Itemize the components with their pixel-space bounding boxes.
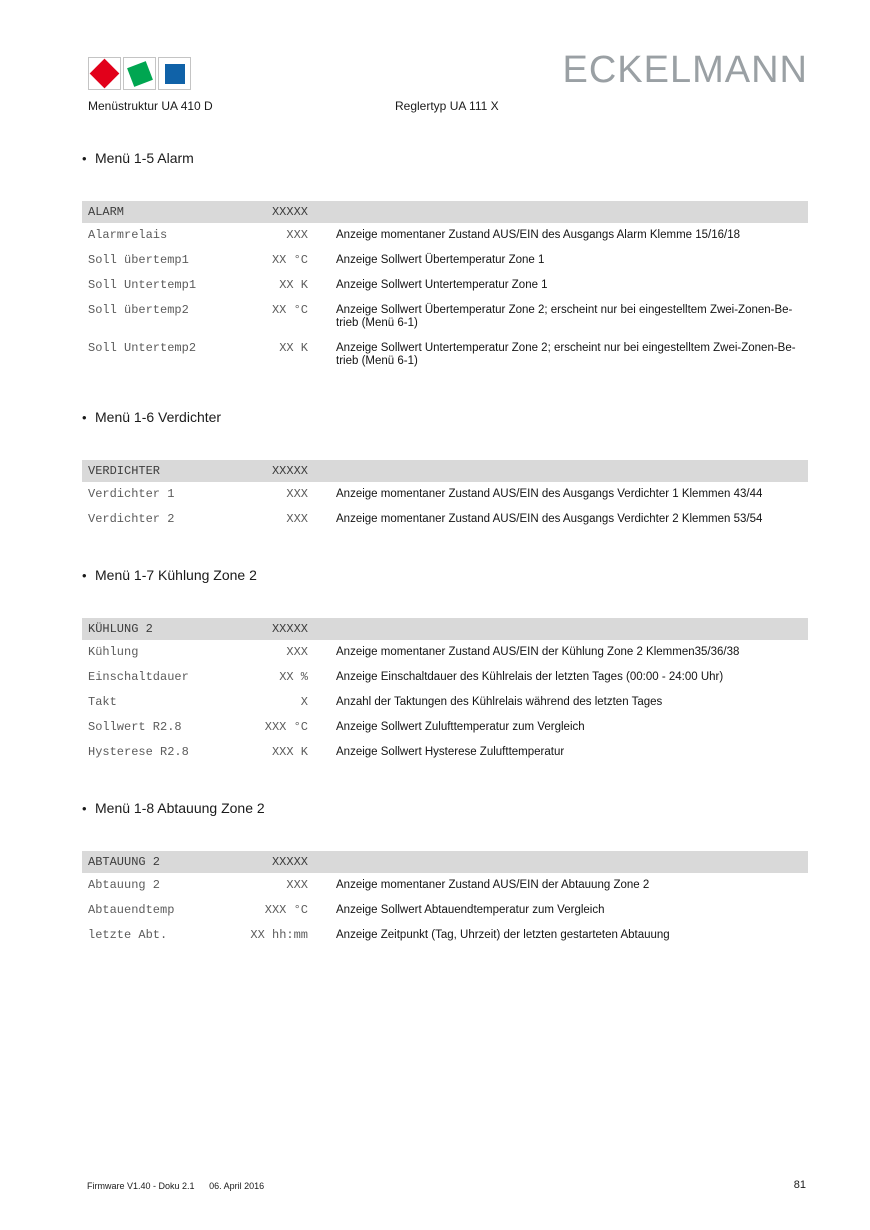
eckelmann-logo (88, 57, 191, 90)
row-value: XXX (286, 228, 308, 242)
section-heading (82, 409, 808, 425)
document-subheader (82, 99, 808, 115)
row-value: XXX (286, 512, 308, 526)
row-value: XXX (286, 487, 308, 501)
table-row (82, 898, 808, 923)
menu-section (82, 150, 808, 374)
logo-box-red (88, 57, 121, 90)
table-row (82, 690, 808, 715)
row-menu-name: Soll übertemp1 (88, 253, 189, 267)
row-value: XX °C (271, 253, 308, 267)
row-description (308, 721, 808, 734)
section-heading-text: Menü 1-5 Alarm (95, 150, 194, 166)
table-header-name: KÜHLUNG 2 (88, 622, 153, 636)
section-heading (82, 800, 808, 816)
table-row (82, 336, 808, 374)
menu-table (82, 618, 808, 765)
blue-square-icon (165, 64, 185, 84)
row-menu-name: Takt (88, 695, 117, 709)
description-line: Anzeige Einschaltdauer des Kühlrelais der letzten Tages (00:00 - 24:00 Uhr) (336, 671, 724, 683)
description-line: trieb (Menü 6-1) (336, 355, 418, 367)
table-header-value: XXXXX (271, 205, 308, 219)
table-header-value: XXXXX (271, 464, 308, 478)
table-header-name: ABTAUUNG 2 (88, 855, 161, 869)
row-description (308, 904, 808, 917)
description-line: Anzeige Sollwert Untertemperatur Zone 1 (336, 279, 548, 291)
page-number: 81 (793, 1179, 806, 1191)
row-value: XX % (279, 670, 308, 684)
bullet-icon: • (82, 150, 87, 166)
table-row (82, 640, 808, 665)
bullet-icon: • (82, 800, 87, 816)
row-description (308, 229, 808, 242)
sections-root (82, 150, 808, 948)
menu-section (82, 800, 808, 948)
row-menu-name: Sollwert R2.8 (88, 720, 182, 734)
table-row (82, 298, 808, 336)
logo-box-green (123, 57, 156, 90)
table-row (82, 223, 808, 248)
row-value: XXX (286, 645, 308, 659)
table-header-name: VERDICHTER (88, 464, 161, 478)
row-menu-name: Soll Untertemp1 (88, 278, 197, 292)
table-row (82, 482, 808, 507)
row-menu-name: Verdichter 1 (88, 487, 175, 501)
row-description (308, 488, 808, 501)
row-value: X (300, 695, 308, 709)
menu-table (82, 851, 808, 948)
description-line: Anzahl der Taktungen des Kühlrelais während des letzten Tages (336, 696, 663, 708)
description-line: trieb (Menü 6-1) (336, 317, 418, 329)
description-line: Anzeige Sollwert Zulufttemperatur zum Vergleich (336, 721, 585, 733)
table-rows (82, 482, 808, 532)
table-rows (82, 873, 808, 948)
bullet-icon: • (82, 409, 87, 425)
row-value: XXX °C (264, 720, 308, 734)
table-row (82, 665, 808, 690)
table-header-value: XXXXX (271, 855, 308, 869)
description-line: Anzeige momentaner Zustand AUS/EIN des Ausgangs Verdichter 2 Klemmen 53/54 (336, 513, 763, 525)
row-description (308, 746, 808, 759)
brand-wordmark: ECKELMANN (562, 49, 808, 91)
section-heading-text: Menü 1-6 Verdichter (95, 409, 222, 425)
description-line: Anzeige momentaner Zustand AUS/EIN des Ausgangs Verdichter 1 Klemmen 43/44 (336, 488, 763, 500)
row-value: XX hh:mm (250, 928, 308, 942)
description-line: Anzeige momentaner Zustand AUS/EIN der Kühlung Zone 2 Klemmen35/36/38 (336, 646, 740, 658)
row-menu-name: Abtauung 2 (88, 878, 161, 892)
row-description (308, 646, 808, 659)
green-square-icon (127, 61, 153, 87)
table-row (82, 873, 808, 898)
row-description (308, 513, 808, 526)
logo-box-blue (158, 57, 191, 90)
red-diamond-icon (90, 59, 120, 89)
description-line: Anzeige Sollwert Abtauendtemperatur zum Vergleich (336, 904, 605, 916)
table-row (82, 273, 808, 298)
row-description (308, 254, 808, 267)
row-menu-name: Verdichter 2 (88, 512, 175, 526)
row-value: XXX K (271, 745, 308, 759)
row-menu-name: Alarmrelais (88, 228, 168, 242)
row-value: XXX °C (264, 903, 308, 917)
table-header-row (82, 201, 808, 223)
bullet-icon: • (82, 567, 87, 583)
table-rows (82, 640, 808, 765)
table-row (82, 715, 808, 740)
row-description (308, 279, 808, 292)
table-header-row (82, 460, 808, 482)
section-heading (82, 567, 808, 583)
row-menu-name: Einschaltdauer (88, 670, 189, 684)
row-value: XX K (279, 341, 308, 355)
row-menu-name: Hysterese R2.8 (88, 745, 189, 759)
row-description (308, 342, 808, 368)
description-line: Anzeige momentaner Zustand AUS/EIN der Abtauung Zone 2 (336, 879, 650, 891)
menu-structure-label: Menüstruktur UA 410 D (88, 99, 213, 113)
row-description (308, 304, 808, 330)
doc-date-label: 06. April 2016 (209, 1181, 265, 1191)
table-header-row (82, 851, 808, 873)
firmware-version-label: Firmware V1.40 - Doku 2.1 (87, 1181, 195, 1191)
description-line: Anzeige Sollwert Übertemperatur Zone 1 (336, 254, 545, 266)
description-line: Anzeige Zeitpunkt (Tag, Uhrzeit) der letzten gestarteten Abtauung (336, 929, 670, 941)
section-heading-text: Menü 1-8 Abtauung Zone 2 (95, 800, 265, 816)
menu-section (82, 409, 808, 532)
row-menu-name: Abtauendtemp (88, 903, 175, 917)
table-row (82, 248, 808, 273)
row-menu-name: Soll übertemp2 (88, 303, 189, 317)
row-value: XXX (286, 878, 308, 892)
description-line: Anzeige Sollwert Untertemperatur Zone 2; erscheint nur bei eingestelltem Zwei-Zonen-Be- (336, 342, 796, 354)
table-header-name: ALARM (88, 205, 125, 219)
table-row (82, 507, 808, 532)
section-heading-text: Menü 1-7 Kühlung Zone 2 (95, 567, 257, 583)
menu-section (82, 567, 808, 765)
table-row (82, 923, 808, 948)
description-line: Anzeige momentaner Zustand AUS/EIN des Ausgangs Alarm Klemme 15/16/18 (336, 229, 740, 241)
footer-info (87, 1181, 264, 1191)
page-content (82, 0, 808, 948)
table-header-row (82, 618, 808, 640)
menu-table (82, 201, 808, 374)
menu-table (82, 460, 808, 532)
row-description (308, 929, 808, 942)
section-heading (82, 150, 808, 166)
row-description (308, 879, 808, 892)
row-menu-name: Kühlung (88, 645, 139, 659)
description-line: Anzeige Sollwert Übertemperatur Zone 2; erscheint nur bei eingestelltem Zwei-Zonen-Be- (336, 304, 793, 316)
table-row (82, 740, 808, 765)
controller-type-label: Reglertyp UA 111 X (395, 99, 499, 113)
row-menu-name: Soll Untertemp2 (88, 341, 197, 355)
row-value: XX °C (271, 303, 308, 317)
row-value: XX K (279, 278, 308, 292)
table-rows (82, 223, 808, 374)
row-description (308, 671, 808, 684)
table-header-value: XXXXX (271, 622, 308, 636)
description-line: Anzeige Sollwert Hysterese Zulufttemperatur (336, 746, 565, 758)
page-header (82, 49, 808, 93)
row-menu-name: letzte Abt. (88, 928, 168, 942)
row-description (308, 696, 808, 709)
